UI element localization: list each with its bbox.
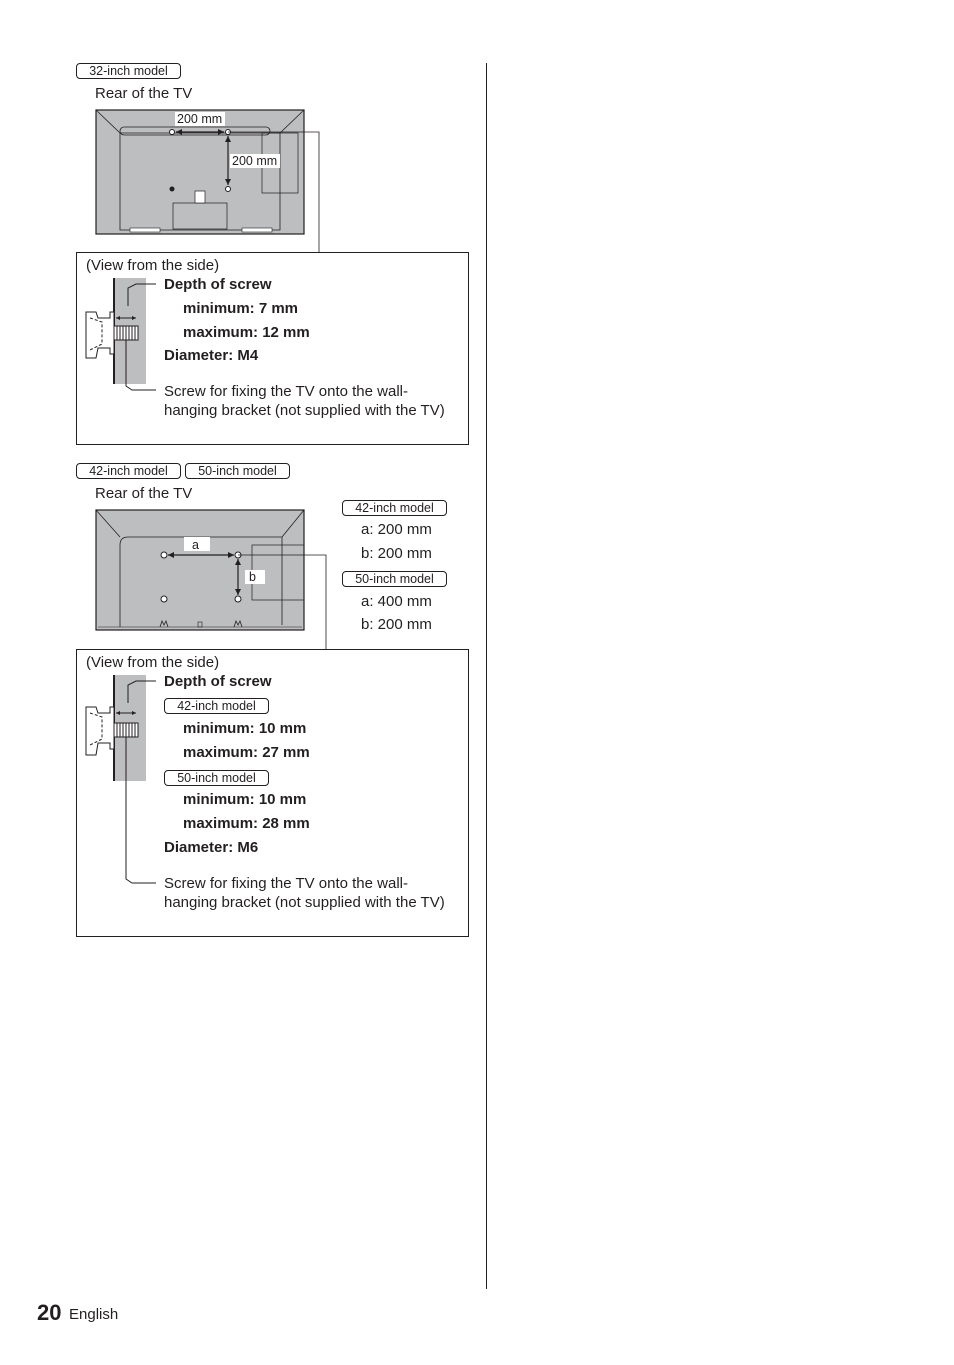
depth-tag-50: 50-inch model — [164, 770, 269, 786]
dim-horizontal-32: 200 mm — [177, 112, 223, 126]
label-b: b — [249, 570, 256, 584]
diameter-32: Diameter: M4 — [164, 347, 259, 364]
screw-side-diagram-32 — [84, 278, 164, 398]
screw-note-32: Screw for fixing the TV onto the wall-hanging bracket (not supplied with the TV) — [164, 383, 445, 419]
screw-side-diagram-4250 — [84, 675, 164, 895]
column-divider — [486, 63, 487, 1289]
screw-note-4250: Screw for fixing the TV onto the wall-hanging bracket (not supplied with the TV) — [164, 875, 445, 911]
footer-language: English — [69, 1306, 119, 1323]
diameter-4250: Diameter: M6 — [164, 839, 259, 856]
spec-tag-50: 50-inch model — [342, 571, 447, 587]
depth-heading-32: Depth of screw — [164, 276, 272, 293]
depth-heading-4250: Depth of screw — [164, 673, 272, 690]
page-number: 20 — [37, 1300, 62, 1325]
label-a: a — [192, 538, 199, 552]
depth-minimum-32: minimum: 7 mm — [183, 300, 299, 317]
side-view-title-32: (View from the side) — [86, 257, 220, 274]
spec-tag-42: 42-inch model — [342, 500, 447, 516]
dim-vertical-32: 200 mm — [232, 154, 278, 168]
depth-maximum-32: maximum: 12 mm — [183, 324, 310, 341]
depth-min-50: minimum: 10 mm — [183, 791, 307, 808]
side-view-title-4250: (View from the side) — [86, 654, 220, 671]
spec50-a: a: 400 mm — [361, 593, 432, 610]
model-tag-42: 42-inch model — [76, 463, 181, 479]
rear-caption-32: Rear of the TV — [95, 85, 193, 102]
model-tag-50: 50-inch model — [185, 463, 290, 479]
rear-caption-4250: Rear of the TV — [95, 485, 193, 502]
tv-rear-diagram-4250 — [90, 505, 340, 655]
spec50-b: b: 200 mm — [361, 616, 432, 633]
depth-min-42: minimum: 10 mm — [183, 720, 307, 737]
depth-max-50: maximum: 28 mm — [183, 815, 310, 832]
spec42-a: a: 200 mm — [361, 521, 432, 538]
depth-max-42: maximum: 27 mm — [183, 744, 310, 761]
model-tag-32: 32-inch model — [76, 63, 181, 79]
tv-rear-diagram-32 — [90, 105, 350, 255]
spec42-b: b: 200 mm — [361, 545, 432, 562]
depth-tag-42: 42-inch model — [164, 698, 269, 714]
